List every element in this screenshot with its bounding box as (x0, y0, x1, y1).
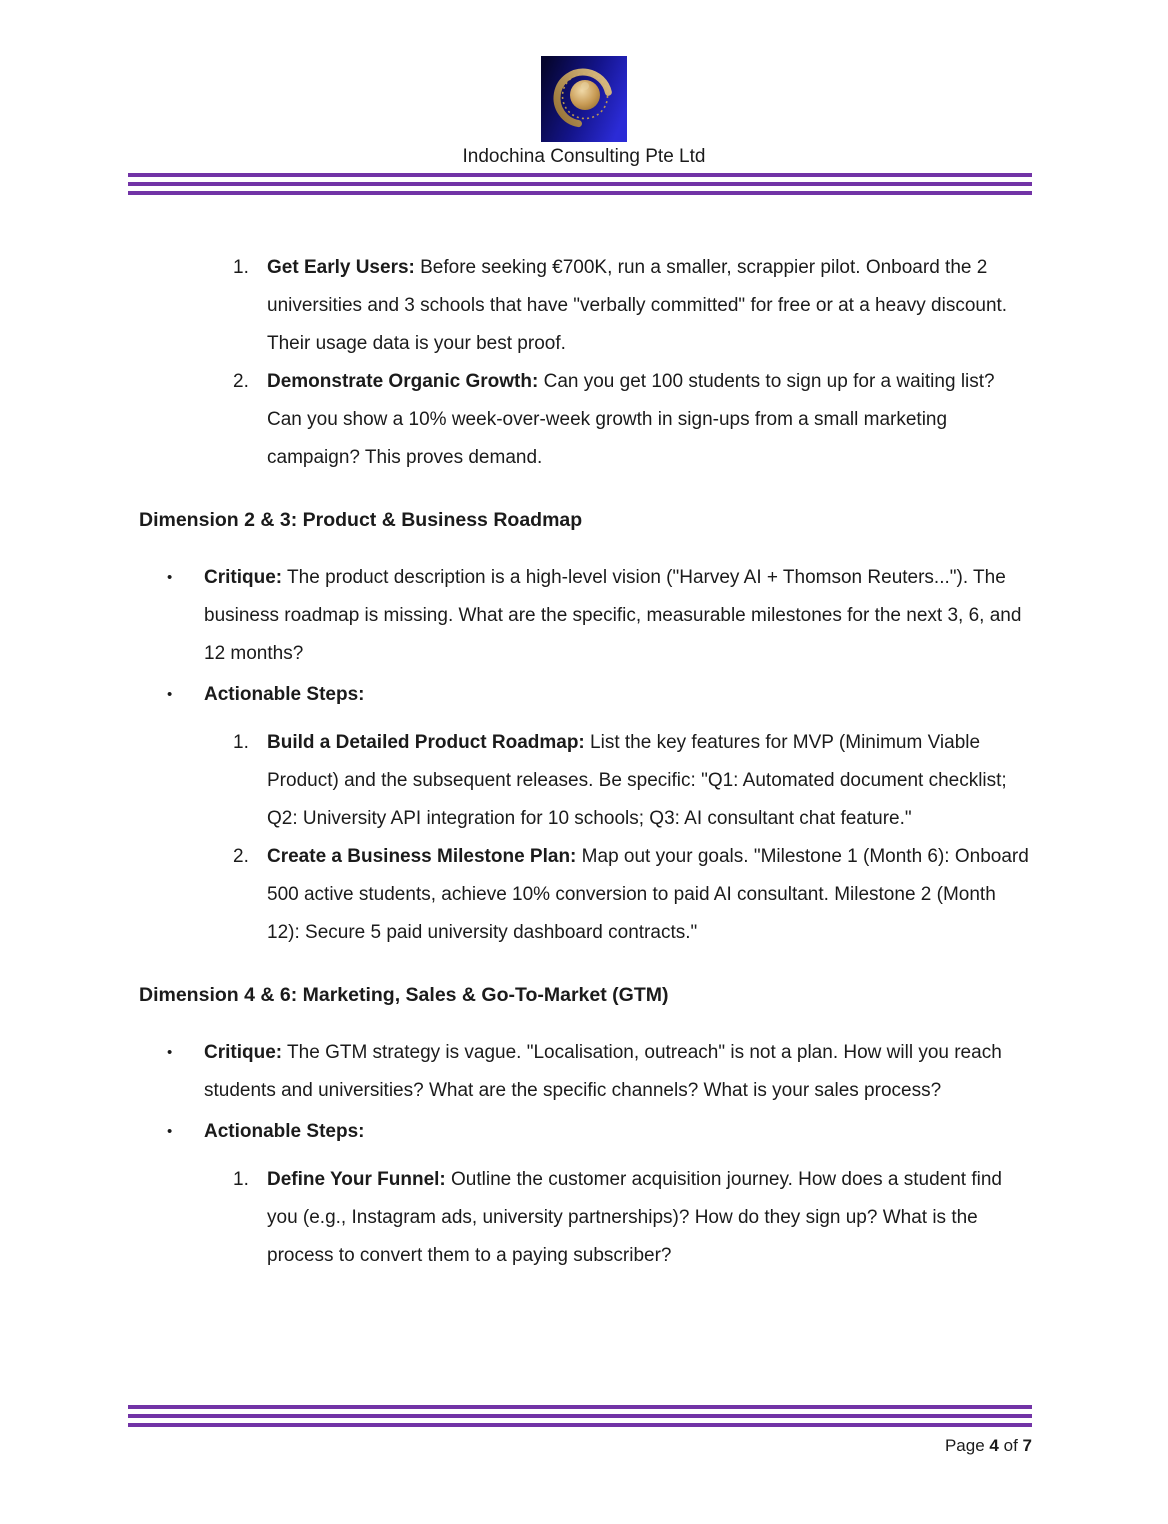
of-label: of (1003, 1436, 1018, 1455)
header-divider (128, 173, 1032, 195)
list-item-label: Define Your Funnel: (267, 1169, 446, 1190)
list-item-label: Create a Business Milestone Plan: (267, 846, 577, 867)
list-number: 1. (233, 1169, 249, 1190)
globe-crescent-icon (541, 56, 627, 142)
list-item (233, 838, 1030, 952)
divider-line (128, 191, 1032, 195)
list-item-body: Before seeking €700K, run a smaller, scrappier pilot. Onboard the 2 universities and 3 schools that have "verbally committed" for free or at a heavy discount. Their usage data is your best proof. (267, 257, 1008, 354)
list-item (233, 724, 1030, 838)
list-item-text (267, 363, 1030, 477)
ordered-list (139, 249, 1030, 477)
divider-line (128, 1405, 1032, 1409)
company-name: Indochina Consulting Pte Ltd (462, 146, 706, 167)
list-item-label: Demonstrate Organic Growth: (267, 371, 539, 392)
list-item-text (204, 559, 1030, 673)
list-item-body: Can you get 100 students to sign up for a waiting list? Can you show a 10% week-over-week growth in sign-ups from a small marketing campaign? This proves demand. (267, 371, 995, 468)
divider-line (128, 1414, 1032, 1418)
list-item-text (204, 676, 1030, 714)
list-item-label: Critique: (204, 567, 283, 588)
bullet-marker: • (167, 1123, 173, 1140)
list-item (167, 559, 1030, 673)
divider-line (128, 173, 1032, 177)
list-number: 2. (233, 371, 249, 392)
list-item-label: Critique: (204, 1042, 283, 1063)
list-item-text (267, 249, 1030, 363)
bullet-marker: • (167, 569, 173, 586)
page-current: 4 (989, 1436, 999, 1455)
bullet-list (139, 1034, 1030, 1151)
list-item-label: Actionable Steps: (204, 684, 365, 705)
list-item-body: Map out your goals. "Milestone 1 (Month 6): Onboard 500 active students, achieve 10% conversion to paid AI consultant. Milestone 2 (Month 12): Secure 5 paid university dashboard contracts." (267, 846, 1029, 943)
footer-divider (128, 1405, 1032, 1427)
list-item-body: List the key features for MVP (Minimum Viable Product) and the subsequent releases. Be specific: "Q1: Automated document checklist; Q2: University API integration for 10 schools; Q3: AI consultant chat feature." (267, 732, 1007, 829)
list-number: 1. (233, 257, 249, 278)
list-item (167, 676, 1030, 714)
bullet-marker: • (167, 686, 173, 703)
document-body (139, 249, 1030, 1275)
list-item-label: Actionable Steps: (204, 1121, 365, 1142)
list-item-label: Get Early Users: (267, 257, 415, 278)
list-item-text (204, 1113, 1030, 1151)
section-heading: Dimension 2 & 3: Product & Business Roadmap (139, 509, 583, 531)
list-item-text (267, 724, 1030, 838)
page-footer (128, 1402, 1032, 1458)
page-number (128, 1434, 1032, 1458)
list-item-body: The product description is a high-level vision ("Harvey AI + Thomson Reuters..."). The business roadmap is missing. What are the specific, measurable milestones for the next 3, 6, and 12 months? (204, 567, 1022, 664)
list-item-body: Outline the customer acquisition journey. How does a student find you (e.g., Instagram ads, university partnerships)? How do they sign up? What is the process to convert them to a paying subscriber? (267, 1169, 1002, 1266)
list-item-text (204, 1034, 1030, 1110)
list-item (233, 1161, 1030, 1275)
divider-line (128, 1423, 1032, 1427)
ordered-list (139, 724, 1030, 952)
list-item (233, 363, 1030, 477)
list-number: 2. (233, 846, 249, 867)
list-item (167, 1113, 1030, 1151)
list-item-text (267, 838, 1030, 952)
ordered-list (139, 1161, 1030, 1275)
company-logo (541, 56, 627, 142)
divider-line (128, 182, 1032, 186)
bullet-marker: • (167, 1044, 173, 1061)
list-item-label: Build a Detailed Product Roadmap: (267, 732, 585, 753)
list-item (167, 1034, 1030, 1110)
list-number: 1. (233, 732, 249, 753)
section-heading: Dimension 4 & 6: Marketing, Sales & Go-To-Market (GTM) (139, 984, 669, 1006)
page-total: 7 (1022, 1436, 1032, 1455)
list-item (233, 249, 1030, 363)
page-label: Page (944, 1436, 985, 1455)
list-item-body: The GTM strategy is vague. "Localisation, outreach" is not a plan. How will you reach students and universities? What are the specific channels? What is your sales process? (204, 1042, 1002, 1101)
bullet-list (139, 559, 1030, 714)
list-item-text (267, 1161, 1030, 1275)
